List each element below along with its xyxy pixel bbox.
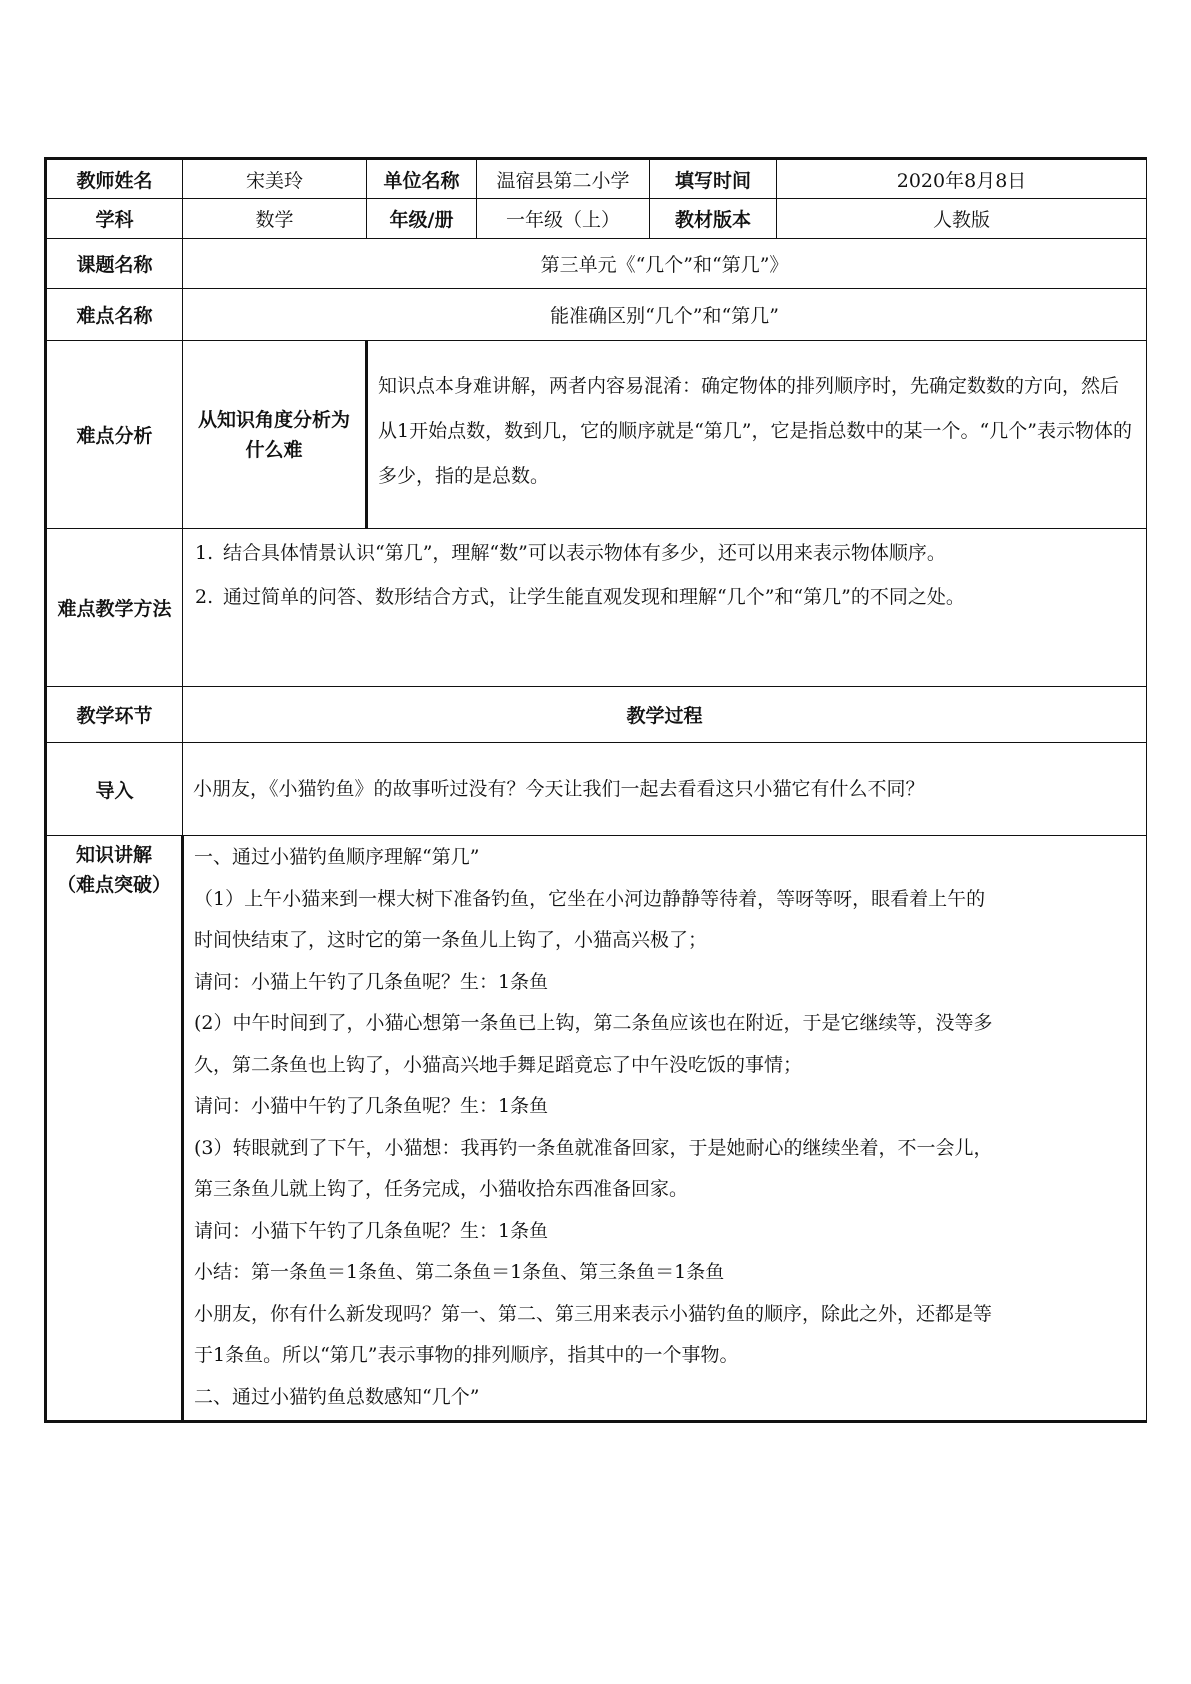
knowledge-line: 时间快结束了，这时它的第一条鱼儿上钩了，小猫高兴极了；: [194, 929, 708, 951]
methods-cell: [183, 529, 1147, 687]
date-label: 填写时间: [650, 159, 777, 199]
grade-value: 一年级（上）: [477, 199, 650, 239]
knowledge-line: (3）转眼就到了下午，小猫想：我再钓一条鱼就准备回家，于是她耐心的继续坐着，不一会儿，: [194, 1136, 993, 1159]
date-value: 2020年8月8日: [777, 159, 1147, 199]
knowledge-line: 请问：小猫上午钓了几条鱼呢？生：1条鱼: [194, 970, 549, 993]
knowledge-line: 一、通过小猫钓鱼顺序理解“第几”: [194, 846, 480, 868]
knowledge-line: (2）中午时间到了，小猫心想第一条鱼已上钩，第二条鱼应该也在附近，于是它继续等，没等多: [194, 1012, 993, 1034]
unit-value: 温宿县第二小学: [477, 159, 650, 199]
difficulty-value: 能准确区别“几个”和“第几”: [183, 289, 1147, 341]
knowledge-row: [46, 836, 1147, 1422]
analysis-label: 难点分析: [46, 341, 183, 529]
methods-label: 难点教学方法: [46, 529, 183, 687]
lesson-plan-sheet: [44, 157, 1145, 1423]
lesson-plan-table: [44, 157, 1147, 1423]
intro-label: 导入: [46, 743, 183, 836]
analysis-text: 知识点本身难讲解，两者内容易混淆：确定物体的排列顺序时，先确定数数的方向，然后从1开始点数，数到几，它的顺序就是“第几”，它是指总数中的某一个。“几个”表示物体的多少，指的是总数。: [378, 375, 1132, 487]
topic-row: [46, 239, 1147, 289]
difficulty-row: [46, 289, 1147, 341]
analysis-row: [46, 341, 1147, 529]
subject-value: 数学: [183, 199, 367, 239]
knowledge-line: 第三条鱼儿就上钩了，任务完成，小猫收拾东西准备回家。: [194, 1178, 689, 1200]
knowledge-line: 请问：小猫中午钓了几条鱼呢？生：1条鱼: [194, 1095, 549, 1117]
difficulty-label: 难点名称: [46, 289, 183, 341]
methods-list: [183, 531, 1146, 619]
unit-label: 单位名称: [367, 159, 477, 199]
knowledge-line: 二、通过小猫钓鱼总数感知“几个”: [194, 1385, 480, 1408]
knowledge-label: 知识讲解: [75, 844, 152, 866]
process-stage-label: 教学环节: [46, 687, 183, 743]
method-text: 结合具体情景认识“第几”，理解“数”可以表示物体有多少，还可以用来表示物体顺序。: [223, 542, 946, 564]
topic-label: 课题名称: [46, 239, 183, 289]
intro-row: [46, 743, 1147, 836]
edition-label: 教材版本: [650, 199, 777, 239]
edition-value: 人教版: [777, 199, 1147, 239]
knowledge-line: （1）上午小猫来到一棵大树下准备钓鱼，它坐在小河边静静等待着，等呀等呀，眼看着上午的: [194, 887, 986, 910]
knowledge-line: 久，第二条鱼也上钩了，小猫高兴地手舞足蹈竟忘了中午没吃饭的事情；: [194, 1053, 803, 1076]
knowledge-body: [184, 837, 1146, 1418]
knowledge-sublabel: （难点突破）: [56, 874, 171, 896]
knowledge-line: 小朋友，你有什么新发现吗？第一、第二、第三用来表示小猫钓鱼的顺序，除此之外，还都是等: [194, 1302, 993, 1325]
knowledge-line: 小结：第一条鱼＝1条鱼、第二条鱼＝1条鱼、第三条鱼＝1条鱼: [194, 1261, 725, 1283]
knowledge-line: 于1条鱼。所以“第几”表示事物的排列顺序，指其中的一个事物。: [194, 1344, 739, 1366]
process-header-row: [46, 687, 1147, 743]
knowledge-label-cell: [46, 836, 183, 1422]
teacher-value: 宋美玲: [183, 159, 367, 199]
method-number: 1.: [195, 542, 214, 564]
header-row-2: [46, 199, 1147, 239]
analysis-text-cell: [367, 341, 1147, 529]
intro-cell: [183, 743, 1147, 836]
grade-label: 年级/册: [367, 199, 477, 239]
teacher-label: 教师姓名: [46, 159, 183, 199]
analysis-sub-label: 从知识角度分析为什么难: [183, 341, 367, 529]
knowledge-line: 请问：小猫下午钓了几条鱼呢？生：1条鱼: [194, 1219, 549, 1242]
intro-text: 小朋友，《小猫钓鱼》的故事听过没有？今天让我们一起去看看这只小猫它有什么不同？: [193, 778, 925, 800]
methods-row: [46, 529, 1147, 687]
method-item: [183, 575, 1146, 619]
topic-value: 第三单元《“几个”和“第几”》: [183, 239, 1147, 289]
process-title: 教学过程: [183, 687, 1147, 743]
knowledge-cell: [183, 836, 1147, 1422]
method-number: 2.: [195, 586, 214, 608]
method-item: [183, 531, 1146, 575]
subject-label: 学科: [46, 199, 183, 239]
method-text: 通过简单的问答、数形结合方式，让学生能直观发现和理解“几个”和“第几”的不同之处。: [223, 586, 965, 608]
header-row-1: [46, 159, 1147, 199]
